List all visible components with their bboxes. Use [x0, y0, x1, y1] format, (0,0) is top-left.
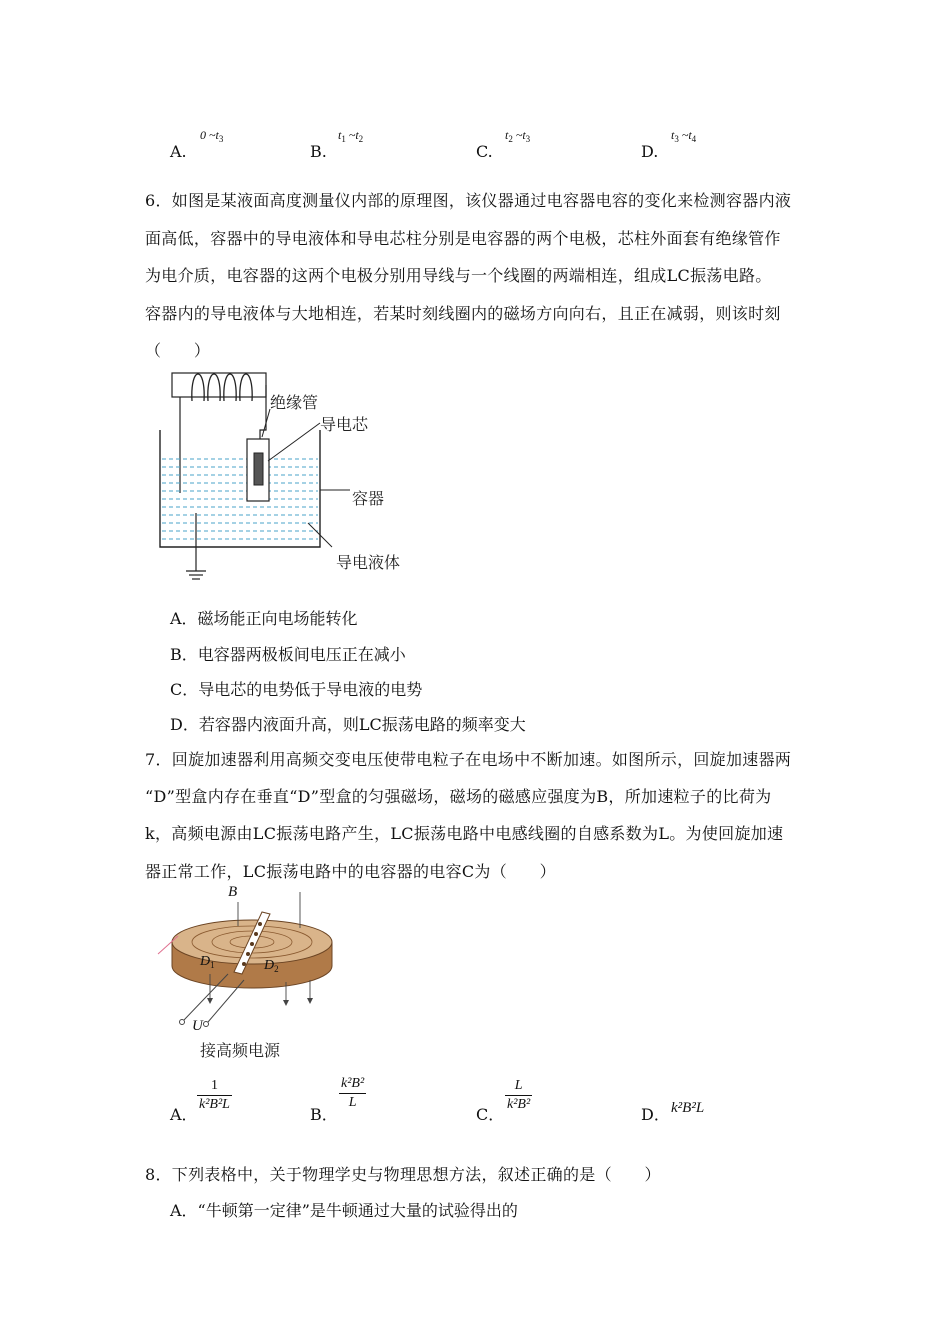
q7-c-numerator: L	[514, 1078, 523, 1093]
q6-option-c[interactable]: C．导电芯的电势低于导电液的电势	[170, 680, 423, 699]
q5-b-s2: 2	[358, 134, 364, 144]
q7-option-d-expr: k²B²L	[671, 1100, 705, 1116]
q5-b-s1: 1	[341, 134, 346, 144]
label-b: B	[228, 884, 238, 900]
q5-option-d-letter[interactable]: D.	[641, 142, 659, 161]
q7-stem-line-3: k，高频电源由LC振荡电路产生，LC振荡电路中电感线圈的自感系数为L。为使回旋加速	[145, 824, 784, 843]
q7-option-c-letter[interactable]: C．	[476, 1105, 505, 1124]
liquid-fill	[162, 459, 318, 539]
label-d1-sub: 1	[210, 960, 215, 970]
q5-d-s2: 4	[691, 134, 697, 144]
q7-option-a-fraction	[197, 1078, 232, 1113]
label-d2-text: D	[264, 958, 275, 973]
q6-option-a[interactable]: A．磁场能正向电场能转化	[170, 609, 358, 628]
q5-option-c-expr	[505, 128, 530, 144]
q6-stem-line-4: 容器内的导电液体与大地相连，若某时刻线圈内的磁场方向向右，且正在减弱，则该时刻	[145, 304, 781, 323]
right-lead-wire	[260, 385, 266, 439]
label-power-source: 接高频电源	[200, 1041, 281, 1060]
q8-stem-line-1: 8．下列表格中，关于物理学史与物理思想方法，叙述正确的是（ ）	[145, 1165, 661, 1184]
q7-option-b-fraction	[339, 1076, 366, 1111]
leader-core	[268, 423, 320, 461]
q7-b-bar	[339, 1093, 366, 1094]
q5-c-mid: ~t	[512, 128, 526, 142]
label-u: U	[192, 1018, 203, 1034]
q7-option-d-letter[interactable]: D．	[641, 1105, 670, 1124]
label-d2	[264, 958, 279, 974]
q7-option-c-fraction	[505, 1078, 532, 1113]
q5-option-b-expr	[338, 128, 363, 144]
label-liquid: 导电液体	[336, 553, 401, 572]
terminal-2	[204, 1022, 209, 1027]
q7-b-numerator: k²B²	[341, 1076, 365, 1091]
q5-option-a-expr	[200, 128, 223, 144]
label-d1	[200, 954, 215, 970]
label-core: 导电芯	[320, 415, 369, 434]
q5-b-mid: ~t	[345, 128, 359, 142]
q7-stem-line-2: “D”型盒内存在垂直“D”型盒的匀强磁场，磁场的磁感应强度为B，所加速粒子的比荷为	[145, 787, 772, 806]
q5-c-s2: 3	[525, 134, 531, 144]
label-container: 容器	[352, 489, 385, 508]
q5-option-b-letter[interactable]: B.	[310, 142, 327, 161]
q7-a-denominator: k²B²L	[199, 1097, 230, 1112]
q5-d-mid: ~t	[678, 128, 692, 142]
q5-c-s1: 2	[508, 134, 513, 144]
container-outline	[160, 430, 320, 547]
conductive-core	[254, 453, 263, 485]
q6-answer-blank: （ ）	[145, 341, 211, 360]
q7-stem-line-4: 器正常工作，LC振荡电路中的电容器的电容C为（ ）	[145, 862, 556, 881]
q5-d-s1: 3	[674, 134, 679, 144]
label-d2-sub: 2	[274, 964, 279, 974]
q7-a-numerator: 1	[210, 1078, 218, 1093]
q5-option-d-expr	[671, 128, 696, 144]
q5-c-t1: t	[505, 128, 509, 142]
terminal-1	[180, 1020, 185, 1025]
q6-option-b[interactable]: B．电容器两极板间电压正在减小	[170, 645, 406, 664]
q5-option-a-letter[interactable]: A.	[170, 142, 187, 161]
q7-c-bar	[505, 1095, 532, 1096]
q7-a-bar	[197, 1095, 232, 1096]
label-d1-text: D	[200, 954, 211, 969]
q7-stem-line-1: 7．回旋加速器利用高频交变电压使带电粒子在电场中不断加速。如图所示，回旋加速器两	[145, 750, 792, 769]
q5-b-t1: t	[338, 128, 342, 142]
q7-c-denominator: k²B²	[507, 1097, 531, 1112]
q5-d-t1: t	[671, 128, 675, 142]
q5-option-c-letter[interactable]: C.	[476, 142, 493, 161]
q5-a-expr-text: 0 ~t	[200, 128, 219, 142]
q5-a-sub: 3	[218, 134, 224, 144]
q7-figure-cyclotron	[150, 884, 350, 1034]
q6-stem-line-3: 为电介质，电容器的这两个电极分别用导线与一个线圈的两端相连，组成LC振荡电路。	[145, 266, 772, 285]
q8-option-a[interactable]: A．“牛顿第一定律”是牛顿通过大量的试验得出的	[170, 1201, 518, 1220]
label-insulating-tube: 绝缘管	[270, 393, 319, 412]
q6-option-d[interactable]: D．若容器内液面升高，则LC振荡电路的频率变大	[170, 715, 526, 734]
q6-stem-line-2: 面高低，容器中的导电液体和导电芯柱分别是电容器的两个电极，芯柱外面套有绝缘管作	[145, 229, 781, 248]
q7-b-denominator: L	[348, 1095, 357, 1110]
q7-option-a-letter[interactable]: A．	[170, 1105, 198, 1124]
q6-stem-line-1: 6．如图是某液面高度测量仪内部的原理图，该仪器通过电容器电容的变化来检测容器内液	[145, 191, 792, 210]
q7-option-b-letter[interactable]: B．	[310, 1105, 338, 1124]
